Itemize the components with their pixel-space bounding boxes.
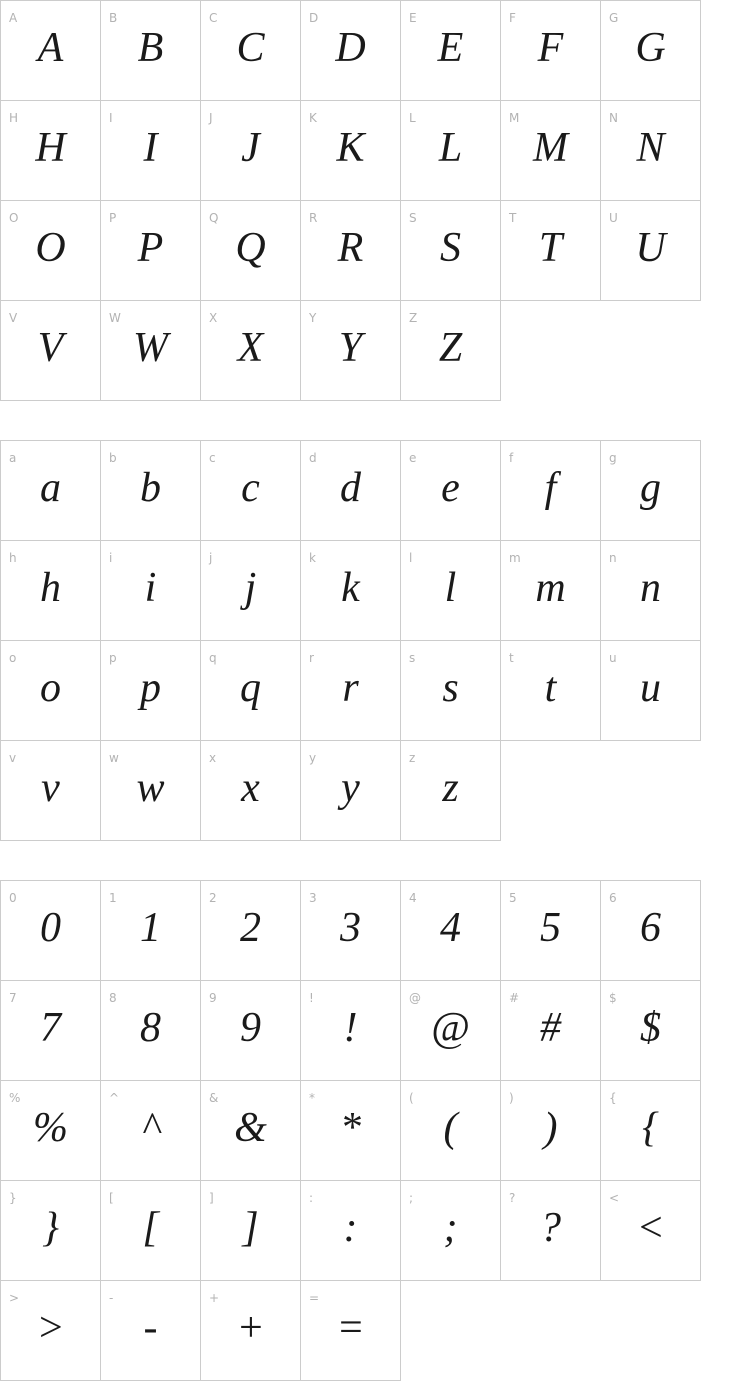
glyph-row xyxy=(0,1280,740,1381)
glyph-label: x xyxy=(209,751,217,765)
glyph-label: [ xyxy=(109,1191,114,1205)
glyph-sample: 9 xyxy=(240,1004,261,1051)
glyph-cell xyxy=(300,200,401,301)
glyph-cell xyxy=(200,1280,301,1381)
glyph-label: g xyxy=(609,451,617,465)
glyph-sample: L xyxy=(438,124,463,171)
glyph-sample: X xyxy=(237,324,264,371)
glyph-cell xyxy=(500,640,601,741)
glyph-sample: j xyxy=(244,564,257,611)
glyph-cell xyxy=(600,980,701,1081)
glyph-row xyxy=(0,540,740,641)
glyph-sample: A xyxy=(37,24,64,71)
glyph-sample: ^ xyxy=(141,1104,160,1151)
glyph-label: t xyxy=(509,651,514,665)
glyph-cell xyxy=(200,740,301,841)
glyph-sample: a xyxy=(40,464,61,511)
glyph-sample: e xyxy=(441,464,460,511)
glyph-label: - xyxy=(109,1291,114,1305)
glyph-sample: Q xyxy=(235,224,266,271)
glyph-label: H xyxy=(9,111,19,125)
glyph-label: m xyxy=(509,551,521,565)
glyph-cell xyxy=(400,640,501,741)
glyph-cell xyxy=(0,0,101,101)
glyph-label: d xyxy=(309,451,317,465)
glyph-sample: M xyxy=(533,124,568,171)
glyph-cell xyxy=(100,980,201,1081)
glyph-sample: R xyxy=(337,224,364,271)
glyph-label: } xyxy=(9,1191,17,1205)
glyph-label: o xyxy=(9,651,17,665)
glyph-cell xyxy=(0,640,101,741)
glyph-cell xyxy=(300,100,401,201)
glyph-sample: i xyxy=(144,564,157,611)
glyph-sample: H xyxy=(35,124,66,171)
glyph-sample: % xyxy=(33,1104,68,1151)
glyph-label: 8 xyxy=(109,991,117,1005)
glyph-label: M xyxy=(509,111,520,125)
glyph-cell xyxy=(400,1180,501,1281)
glyph-cell xyxy=(200,0,301,101)
glyph-sample: f xyxy=(544,464,557,511)
glyph-cell xyxy=(200,1180,301,1281)
glyph-sample: [ xyxy=(142,1204,159,1251)
glyph-sample: Y xyxy=(338,324,363,371)
glyph-sample: 2 xyxy=(240,904,261,951)
glyph-sample: 5 xyxy=(540,904,561,951)
glyph-label: v xyxy=(9,751,17,765)
glyph-label: A xyxy=(9,11,18,25)
glyph-sample: 6 xyxy=(640,904,661,951)
glyph-sample: 8 xyxy=(140,1004,161,1051)
glyph-sample: E xyxy=(437,24,464,71)
glyph-label: e xyxy=(409,451,417,465)
glyph-row xyxy=(0,1180,740,1281)
glyph-label: D xyxy=(309,11,319,25)
glyph-sample: K xyxy=(336,124,365,171)
glyph-label: Q xyxy=(209,211,219,225)
glyph-sample: G xyxy=(635,24,666,71)
glyph-sample: d xyxy=(340,464,361,511)
glyph-row xyxy=(0,440,740,541)
glyph-sample: 0 xyxy=(40,904,61,951)
glyph-cell xyxy=(0,300,101,401)
lowercase-section xyxy=(0,440,740,841)
glyph-label: % xyxy=(9,1091,21,1105)
glyph-cell xyxy=(0,880,101,981)
glyph-cell xyxy=(600,200,701,301)
glyph-sample: W xyxy=(133,324,168,371)
glyph-sample: < xyxy=(636,1204,665,1251)
glyph-cell xyxy=(500,440,601,541)
glyph-label: 3 xyxy=(309,891,317,905)
glyph-label: K xyxy=(309,111,317,125)
glyph-label: ? xyxy=(509,1191,516,1205)
glyph-cell xyxy=(0,540,101,641)
glyph-cell xyxy=(100,540,201,641)
glyph-cell xyxy=(200,200,301,301)
glyph-label: < xyxy=(609,1191,620,1205)
glyph-label: j xyxy=(209,551,213,565)
glyph-row xyxy=(0,740,740,841)
glyph-label: ! xyxy=(309,991,314,1005)
glyph-cell xyxy=(300,880,401,981)
glyph-label: { xyxy=(609,1091,617,1105)
glyph-label: T xyxy=(509,211,517,225)
glyph-cell xyxy=(500,880,601,981)
glyph-label: S xyxy=(409,211,417,225)
glyph-label: B xyxy=(109,11,118,25)
glyph-label: 5 xyxy=(509,891,517,905)
glyph-label: 2 xyxy=(209,891,217,905)
glyph-cell xyxy=(200,100,301,201)
glyph-cell xyxy=(400,100,501,201)
glyph-sample: x xyxy=(241,764,260,811)
glyph-sample: J xyxy=(241,124,260,171)
glyph-cell xyxy=(400,980,501,1081)
glyph-cell xyxy=(600,640,701,741)
glyph-label: G xyxy=(609,11,619,25)
glyph-label: 1 xyxy=(109,891,117,905)
glyph-sample: y xyxy=(341,764,360,811)
glyph-sample: Z xyxy=(438,324,463,371)
glyph-cell xyxy=(100,0,201,101)
glyph-label: * xyxy=(309,1091,315,1105)
glyph-label: 0 xyxy=(9,891,17,905)
glyph-sample: v xyxy=(41,764,60,811)
glyph-cell xyxy=(600,100,701,201)
glyph-sample: # xyxy=(540,1004,561,1051)
glyph-cell xyxy=(200,300,301,401)
glyph-sample: U xyxy=(635,224,666,271)
glyph-label: h xyxy=(9,551,17,565)
glyph-cell xyxy=(100,200,201,301)
glyph-cell xyxy=(100,640,201,741)
glyph-cell xyxy=(100,1180,201,1281)
glyph-sample: q xyxy=(240,664,261,711)
glyph-sample: ( xyxy=(443,1104,458,1151)
glyph-sample: o xyxy=(40,664,61,711)
glyph-row xyxy=(0,980,740,1081)
glyph-label: N xyxy=(609,111,618,125)
glyph-cell xyxy=(100,1280,201,1381)
glyph-sample: z xyxy=(442,764,459,811)
glyph-sample: = xyxy=(336,1304,365,1351)
glyph-cell xyxy=(600,0,701,101)
glyph-label: p xyxy=(109,651,117,665)
glyph-sample: + xyxy=(236,1304,265,1351)
glyph-cell xyxy=(500,0,601,101)
glyph-label: I xyxy=(109,111,113,125)
glyph-cell xyxy=(400,200,501,301)
glyph-sample: ) xyxy=(543,1104,558,1151)
glyph-cell xyxy=(300,440,401,541)
glyph-label: O xyxy=(9,211,19,225)
glyph-cell xyxy=(100,440,201,541)
glyph-label: k xyxy=(309,551,316,565)
glyph-cell xyxy=(100,300,201,401)
glyph-cell xyxy=(300,640,401,741)
glyph-cell xyxy=(500,1180,601,1281)
glyph-cell xyxy=(300,540,401,641)
glyph-sample: g xyxy=(640,464,661,511)
glyph-sample: c xyxy=(241,464,260,511)
glyph-sample: N xyxy=(636,124,665,171)
glyph-sample: 1 xyxy=(140,904,161,951)
glyph-label: U xyxy=(609,211,618,225)
glyph-row xyxy=(0,880,740,981)
glyph-sample: F xyxy=(537,24,564,71)
glyph-cell xyxy=(0,440,101,541)
glyph-sample: n xyxy=(640,564,661,611)
glyph-row xyxy=(0,100,740,201)
glyph-cell xyxy=(100,1080,201,1181)
glyph-sample: $ xyxy=(640,1004,661,1051)
glyph-sample: p xyxy=(140,664,161,711)
glyph-cell xyxy=(300,1080,401,1181)
glyph-sample: P xyxy=(137,224,164,271)
glyph-label: f xyxy=(509,451,514,465)
glyph-cell xyxy=(200,980,301,1081)
glyph-label: a xyxy=(9,451,17,465)
glyph-label: b xyxy=(109,451,117,465)
glyph-sample: ! xyxy=(343,1004,358,1051)
glyph-cell xyxy=(500,540,601,641)
glyph-sample: * xyxy=(340,1104,361,1151)
glyph-label: s xyxy=(409,651,416,665)
glyph-cell xyxy=(400,540,501,641)
glyph-label: P xyxy=(109,211,117,225)
glyph-label: l xyxy=(409,551,413,565)
glyph-cell xyxy=(300,1180,401,1281)
glyph-sample: B xyxy=(137,24,164,71)
glyph-label: F xyxy=(509,11,516,25)
glyph-row xyxy=(0,200,740,301)
glyph-label: $ xyxy=(609,991,617,1005)
glyph-sample: r xyxy=(342,664,359,711)
glyph-sample: & xyxy=(234,1104,267,1151)
glyph-label: c xyxy=(209,451,216,465)
glyph-cell xyxy=(600,440,701,541)
glyph-cell xyxy=(300,0,401,101)
glyph-cell xyxy=(300,740,401,841)
glyph-cell xyxy=(200,540,301,641)
glyph-sample: k xyxy=(341,564,360,611)
glyph-sample: C xyxy=(236,24,265,71)
glyph-sample: I xyxy=(143,124,158,171)
glyph-label: i xyxy=(109,551,113,565)
glyph-cell xyxy=(100,100,201,201)
glyph-sample: V xyxy=(37,324,64,371)
glyph-sample: h xyxy=(40,564,61,611)
glyph-sample: 4 xyxy=(440,904,461,951)
uppercase-section xyxy=(0,0,740,401)
glyph-label: u xyxy=(609,651,617,665)
glyph-cell xyxy=(0,1280,101,1381)
glyph-label: @ xyxy=(409,991,421,1005)
glyph-label: C xyxy=(209,11,218,25)
glyph-sample: t xyxy=(544,664,557,711)
glyph-label: ] xyxy=(209,1191,214,1205)
glyph-sample: l xyxy=(444,564,457,611)
glyph-cell xyxy=(400,740,501,841)
glyph-sample: m xyxy=(535,564,566,611)
glyph-label: r xyxy=(309,651,314,665)
glyph-sample: s xyxy=(442,664,459,711)
glyph-label: ) xyxy=(509,1091,514,1105)
glyph-label: 4 xyxy=(409,891,417,905)
glyph-label: = xyxy=(309,1291,320,1305)
digits-and-symbols-section xyxy=(0,880,740,1381)
glyph-sample: } xyxy=(42,1204,59,1251)
glyph-cell xyxy=(500,200,601,301)
glyph-sample: @ xyxy=(431,1004,470,1051)
glyph-row xyxy=(0,640,740,741)
glyph-label: : xyxy=(309,1191,314,1205)
glyph-label: E xyxy=(409,11,417,25)
glyph-sample: > xyxy=(36,1304,65,1351)
glyph-cell xyxy=(500,1080,601,1181)
glyph-cell xyxy=(0,980,101,1081)
glyph-sample: ? xyxy=(540,1204,561,1251)
glyph-cell xyxy=(300,980,401,1081)
glyph-label: R xyxy=(309,211,318,225)
glyph-label: W xyxy=(109,311,121,325)
glyph-label: X xyxy=(209,311,218,325)
glyph-cell xyxy=(300,300,401,401)
glyph-sample: 3 xyxy=(340,904,361,951)
glyph-label: # xyxy=(509,991,520,1005)
glyph-cell xyxy=(100,880,201,981)
glyph-cell xyxy=(0,1180,101,1281)
glyph-cell xyxy=(0,100,101,201)
glyph-label: 9 xyxy=(209,991,217,1005)
glyph-label: & xyxy=(209,1091,219,1105)
glyph-label: > xyxy=(9,1291,20,1305)
glyph-cell xyxy=(600,880,701,981)
glyph-sample: { xyxy=(642,1104,659,1151)
glyph-sample: O xyxy=(35,224,66,271)
glyph-cell xyxy=(300,1280,401,1381)
glyph-label: + xyxy=(209,1291,220,1305)
glyph-cell xyxy=(400,1080,501,1181)
glyph-sample: T xyxy=(538,224,563,271)
glyph-cell xyxy=(200,880,301,981)
glyph-label: 7 xyxy=(9,991,17,1005)
glyph-label: w xyxy=(109,751,119,765)
glyph-cell xyxy=(500,980,601,1081)
glyph-label: q xyxy=(209,651,217,665)
glyph-sample: b xyxy=(140,464,161,511)
glyph-label: z xyxy=(409,751,416,765)
glyph-cell xyxy=(400,300,501,401)
glyph-cell xyxy=(400,880,501,981)
glyph-cell xyxy=(600,540,701,641)
glyph-cell xyxy=(200,440,301,541)
glyph-cell xyxy=(100,740,201,841)
glyph-cell xyxy=(0,740,101,841)
glyph-sample: - xyxy=(143,1304,158,1351)
glyph-label: 6 xyxy=(609,891,617,905)
glyph-sample: u xyxy=(640,664,661,711)
glyph-label: V xyxy=(9,311,18,325)
glyph-cell xyxy=(0,1080,101,1181)
glyph-cell xyxy=(400,440,501,541)
glyph-cell xyxy=(200,640,301,741)
glyph-sample: ; xyxy=(443,1204,458,1251)
glyph-label: ; xyxy=(409,1191,414,1205)
glyph-sample: 7 xyxy=(40,1004,61,1051)
glyph-cell xyxy=(600,1080,701,1181)
glyph-cell xyxy=(0,200,101,301)
glyph-label: Z xyxy=(409,311,418,325)
glyph-label: y xyxy=(309,751,317,765)
glyph-cell xyxy=(600,1180,701,1281)
glyph-label: ^ xyxy=(109,1091,120,1105)
glyph-label: ( xyxy=(409,1091,414,1105)
glyph-sample: D xyxy=(335,24,366,71)
glyph-cell xyxy=(500,100,601,201)
glyph-label: n xyxy=(609,551,617,565)
glyph-label: J xyxy=(209,111,213,125)
glyph-sample: : xyxy=(343,1204,358,1251)
glyph-row xyxy=(0,0,740,101)
glyph-sample: ] xyxy=(242,1204,259,1251)
glyph-label: L xyxy=(409,111,416,125)
glyph-cell xyxy=(400,0,501,101)
glyph-cell xyxy=(200,1080,301,1181)
glyph-sample: S xyxy=(440,224,461,271)
glyph-row xyxy=(0,300,740,401)
glyph-sample: w xyxy=(136,764,165,811)
glyph-row xyxy=(0,1080,740,1181)
glyph-label: Y xyxy=(309,311,317,325)
